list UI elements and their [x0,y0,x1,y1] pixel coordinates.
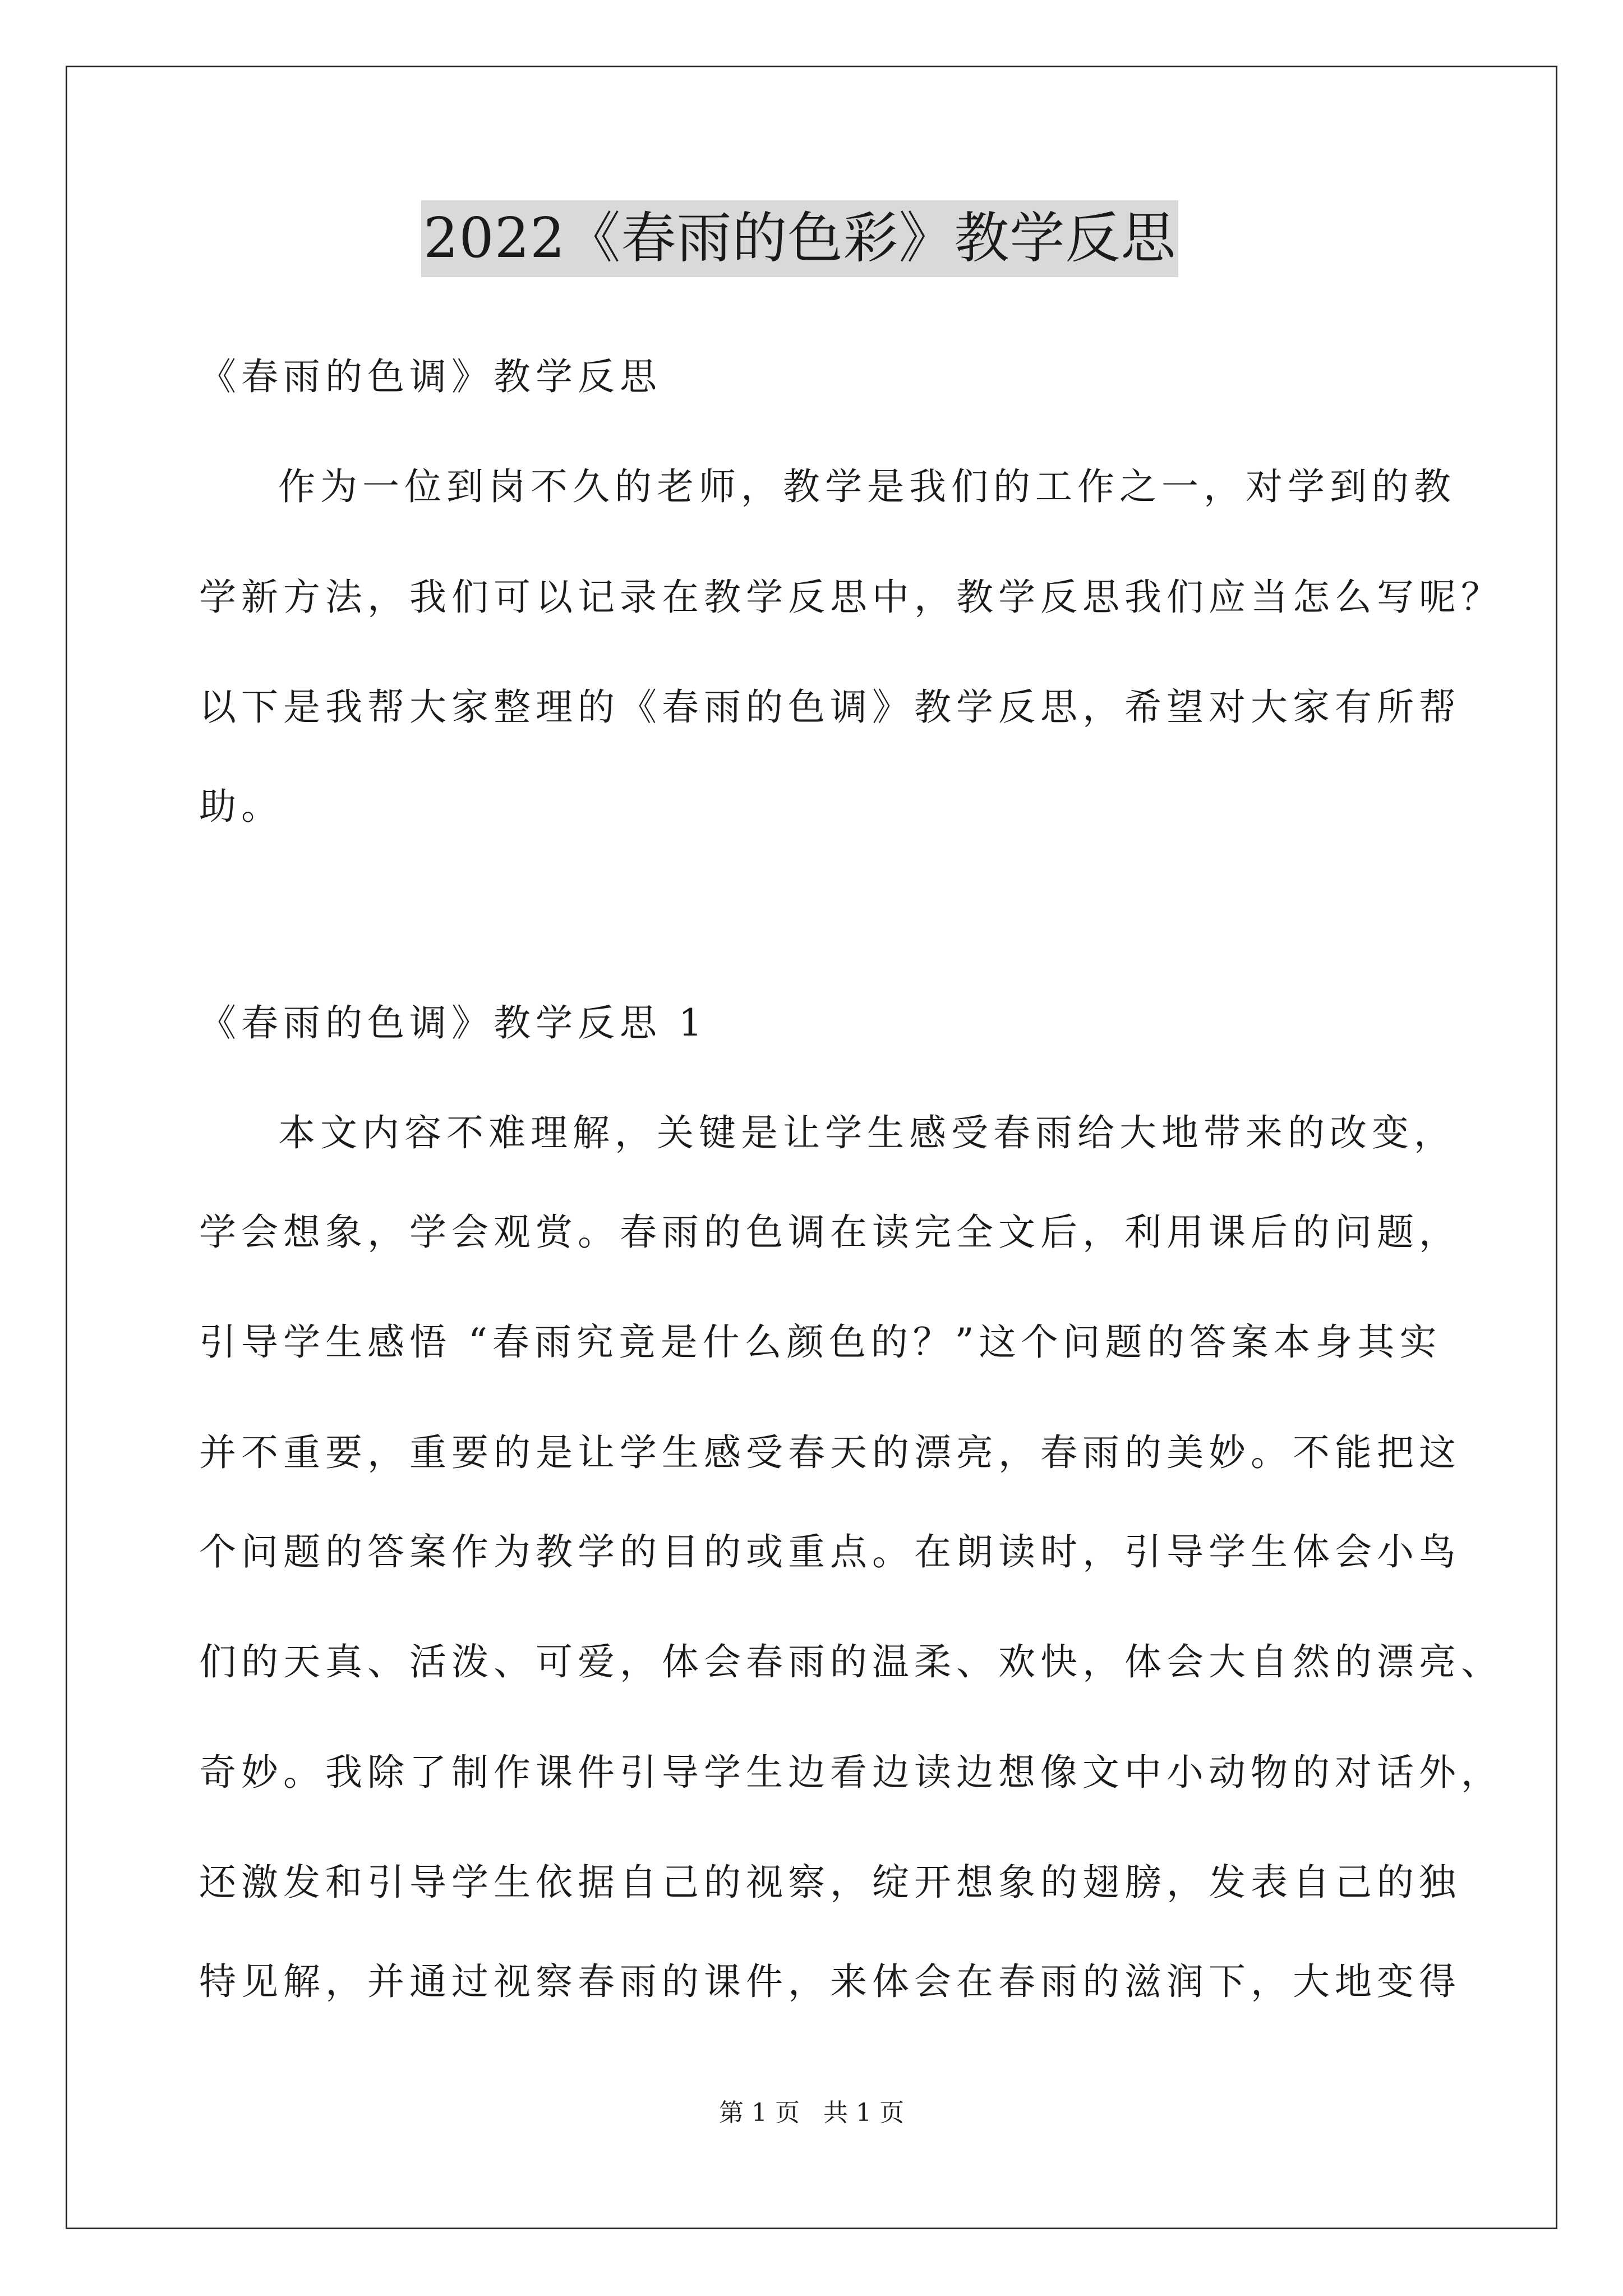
page-number-footer: 第 1 页 共 1 页 [719,2099,904,2127]
body-line: 本文内容不难理解，关键是让学生感受春雨给大地带来的改变， [278,1111,1456,1154]
body-line: 还激发和引导学生依据自己的视察，绽开想象的翅膀，发表自己的独 [199,1861,1461,1904]
document-title: 2022《春雨的色彩》教学反思 [421,200,1178,277]
intro-line: 学新方法，我们可以记录在教学反思中，教学反思我们应当怎么写呢？ [199,576,1503,619]
body-line: 个问题的答案作为教学的目的或重点。在朗读时，引导学生体会小鸟 [199,1530,1461,1573]
intro-line: 助。 [199,785,283,828]
body-line: 引导学生感悟 “春雨究竟是什么颜色的？”这个问题的答案本身其实 [199,1320,1442,1364]
body-line: 并不重要，重要的是让学生感受春天的漂亮，春雨的美妙。不能把这 [199,1431,1461,1474]
body-line: 们的天真、活泼、可爱，体会春雨的温柔、欢快，体会大自然的漂亮、 [199,1640,1503,1683]
section-heading: 《春雨的色调》教学反思 1 [199,1001,707,1045]
body-line: 特见解，并通过视察春雨的课件，来体会在春雨的滋润下，大地变得 [199,1960,1461,2003]
body-line: 学会想象，学会观赏。春雨的色调在读完全文后，利用课后的问题， [199,1211,1461,1254]
subtitle: 《春雨的色调》教学反思 [199,355,662,398]
intro-line: 以下是我帮大家整理的《春雨的色调》教学反思，希望对大家有所帮 [199,685,1461,729]
body-line: 奇妙。我除了制作课件引导学生边看边读边想像文中小动物的对话外， [199,1751,1503,1794]
intro-line: 作为一位到岗不久的老师，教学是我们的工作之一，对学到的教 [278,465,1456,508]
